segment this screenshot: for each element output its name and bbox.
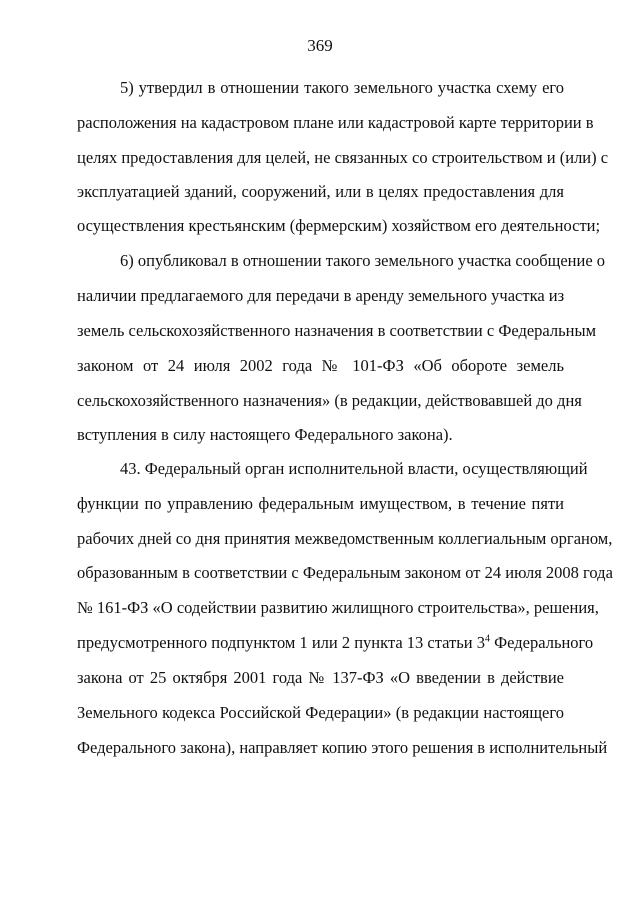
text-line: вступления в силу настоящего Федерального закона).: [77, 425, 453, 444]
text-line: сельскохозяйственного назначения» (в редакции, действовавшей до дня: [77, 391, 582, 410]
text-line: расположения на кадастровом плане или кадастровой карте территории в: [77, 113, 594, 132]
text-fragment: предусмотренного подпунктом 1 или 2 пункта 13 статьи 3: [77, 633, 485, 652]
text-line: функции по управлению федеральным имуществом, в течение пяти: [77, 494, 564, 513]
text-line: осуществления крестьянским (фермерским) хозяйством его деятельности;: [77, 216, 601, 235]
text-line: земель сельскохозяйственного назначения в соответствии с Федеральным: [77, 321, 597, 340]
text-line: 6) опубликовал в отношении такого земельного участка сообщение о: [120, 251, 606, 270]
text-line: целях предоставления для целей, не связанных со строительством и (или) с: [77, 148, 609, 167]
text-line: 5) утвердил в отношении такого земельного участка схему его: [120, 78, 564, 97]
text-line: эксплуатацией зданий, сооружений, или в целях предоставления для: [77, 182, 564, 201]
text-line: рабочих дней со дня принятия межведомственным коллегиальным органом,: [77, 529, 613, 548]
text-line: закона от 25 октября 2001 года № 137-ФЗ «О введении в действие: [77, 668, 564, 687]
text-line: Федерального закона), направляет копию этого решения в исполнительный: [77, 738, 608, 757]
text-line-with-superscript: [77, 632, 594, 654]
superscript: 4: [485, 633, 490, 645]
text-line: законом от 24 июля 2002 года № 101-ФЗ «Об обороте земель: [77, 356, 564, 375]
text-fragment: Федерального: [490, 633, 594, 652]
text-line: № 161-ФЗ «О содействии развитию жилищного строительства», решения,: [77, 598, 599, 617]
page-number: 369: [307, 36, 333, 55]
text-line: 43. Федеральный орган исполнительной власти, осуществляющий: [120, 459, 588, 478]
text-line: образованным в соответствии с Федеральным законом от 24 июля 2008 года: [77, 563, 613, 582]
text-line: Земельного кодекса Российской Федерации» (в редакции настоящего: [77, 703, 564, 722]
text-line: наличии предлагаемого для передачи в аренду земельного участка из: [77, 286, 565, 305]
